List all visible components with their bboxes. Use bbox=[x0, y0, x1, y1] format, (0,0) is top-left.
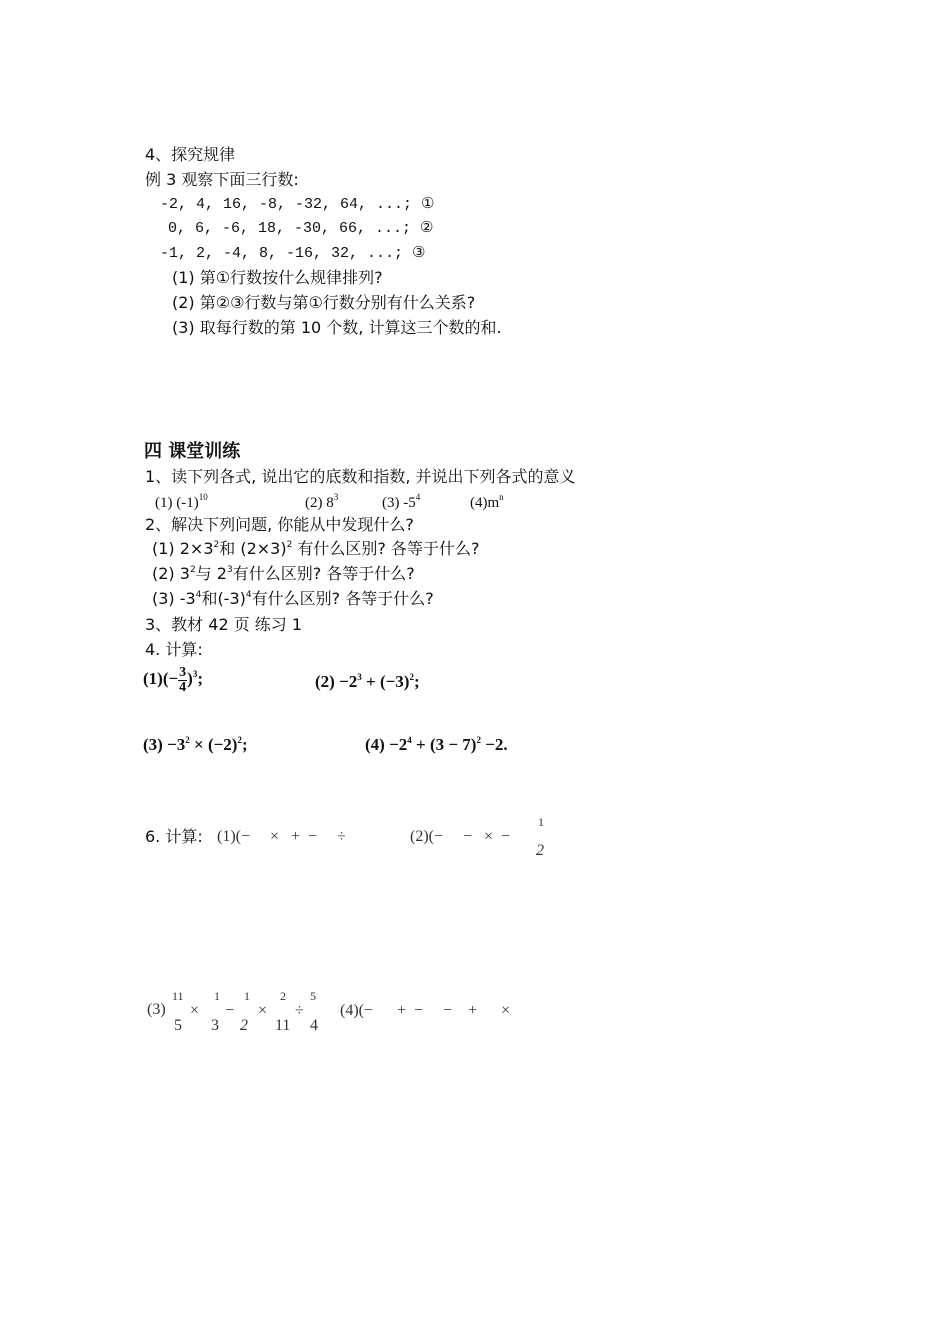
item6-expr-3-den-2: 3 bbox=[211, 1017, 219, 1034]
calc-3 bbox=[143, 735, 248, 755]
item2-q3-a-exp: 4 bbox=[195, 590, 202, 600]
item2-question-3 bbox=[152, 589, 434, 609]
question-1: (1) 第①行数按什么规律排列? bbox=[172, 268, 383, 287]
item2-q1-b: 和 (2×3) bbox=[219, 539, 287, 558]
training-item-1: 1、读下列各式, 说出它的底数和指数, 并说出下列各式的意义 bbox=[145, 467, 576, 486]
calc-1-exp: 3 bbox=[192, 669, 198, 679]
item6-expr-2: (2)(− − × − bbox=[410, 828, 511, 845]
calc-2-end: ; bbox=[413, 672, 420, 691]
item1-part-3-base: (3) -5 bbox=[382, 495, 416, 511]
calc-1-end: ; bbox=[197, 669, 204, 688]
item2-q2-a-exp: 2 bbox=[189, 565, 196, 575]
item1-part-4-exp: n bbox=[499, 492, 504, 502]
item6-expr-3-den-3: 2 bbox=[240, 1017, 248, 1034]
question-3: (3) 取每行数的第 10 个数, 计算这三个数的和. bbox=[172, 318, 502, 337]
item1-part-3 bbox=[382, 493, 420, 513]
item2-q3-a: (3) -3 bbox=[152, 589, 196, 608]
item6-expr-3-den-1: 5 bbox=[174, 1017, 182, 1034]
item1-part-4 bbox=[470, 493, 504, 513]
item2-q3-c: 有什么区别? 各等于什么? bbox=[251, 589, 434, 608]
item6-expr-3-label: (3) bbox=[147, 1001, 166, 1018]
item2-q3-b: 和(-3) bbox=[201, 589, 246, 608]
calc-1-pre: (1)(− bbox=[143, 669, 179, 688]
training-item-2: 2、解决下列问题, 你能从中发现什么? bbox=[145, 515, 414, 534]
item1-part-1-base: (1) (-1) bbox=[155, 495, 199, 511]
item6-expr-3-op-4: ÷ bbox=[295, 1002, 304, 1019]
item6-expr-3-num-4: 2 bbox=[280, 989, 286, 1003]
calc-4-exp1: 4 bbox=[407, 735, 412, 745]
fraction-3-4 bbox=[178, 666, 187, 695]
item6-expr-3-num-5: 5 bbox=[310, 989, 316, 1003]
item6-expr-3-num-3: 1 bbox=[244, 989, 250, 1003]
calc-1-post: ) bbox=[187, 669, 193, 688]
item6-expr-3-op-2: − bbox=[225, 1002, 235, 1019]
item1-part-2 bbox=[305, 493, 338, 513]
calc-2-exp1: 3 bbox=[357, 672, 362, 682]
item6-expr-3-num-1: 11 bbox=[172, 989, 184, 1003]
item6-expr-4: (4)(− + − − + × bbox=[340, 1002, 511, 1019]
calc-3-end: ; bbox=[241, 735, 248, 754]
item1-part-3-exp: 4 bbox=[415, 492, 421, 502]
calc-2-a: (2) −2 bbox=[315, 672, 358, 691]
item6-expr-2-den: 2 bbox=[536, 842, 544, 859]
item1-part-2-base: (2) 8 bbox=[305, 495, 334, 511]
item2-q1-b-exp: 2 bbox=[286, 540, 293, 550]
sequence-row-3: -1, 2, -4, 8, -16, 32, ...; ③ bbox=[160, 245, 426, 262]
item6-expr-3-op-1: × bbox=[190, 1002, 200, 1019]
item2-q2-b: 与 2 bbox=[195, 564, 227, 583]
item2-q2-b-exp: 3 bbox=[226, 565, 233, 575]
calc-2-exp2: 2 bbox=[409, 672, 414, 682]
calc-3-a: (3) −3 bbox=[143, 735, 186, 754]
calc-2 bbox=[315, 672, 420, 692]
item1-part-1-exp: 10 bbox=[198, 492, 208, 502]
example-title: 例 3 观察下面三行数: bbox=[145, 170, 299, 189]
item6-expr-3-num-2: 1 bbox=[214, 989, 220, 1003]
item6-expr-2-num: 1 bbox=[538, 815, 544, 829]
question-2: (2) 第②③行数与第①行数分别有什么关系? bbox=[172, 293, 476, 312]
fraction-num: 3 bbox=[179, 664, 187, 680]
item1-part-2-exp: 3 bbox=[333, 492, 339, 502]
calc-3-exp1: 2 bbox=[185, 735, 190, 745]
explore-heading: 4、探究规律 bbox=[145, 145, 236, 164]
item6-expr-1: (1)(− × + − ÷ bbox=[217, 828, 346, 845]
fraction-den: 4 bbox=[179, 679, 187, 695]
sequence-row-1: -2, 4, 16, -8, -32, 64, ...; ① bbox=[160, 196, 435, 213]
item6-expr-3-op-3: × bbox=[258, 1002, 268, 1019]
item2-q1-a: (1) 2×3 bbox=[152, 539, 214, 558]
training-item-3: 3、教材 42 页 练习 1 bbox=[145, 615, 303, 634]
item2-q3-b-exp: 4 bbox=[245, 590, 252, 600]
calc-1 bbox=[143, 664, 203, 695]
calc-3-exp2: 2 bbox=[237, 735, 242, 745]
calc-3-mid: × (−2) bbox=[189, 735, 238, 754]
item6-expr-3-den-4: 11 bbox=[275, 1017, 291, 1034]
item1-part-4-base: (4)m bbox=[470, 495, 500, 511]
calc-4-exp2: 2 bbox=[476, 735, 481, 745]
item2-q1-a-exp: 2 bbox=[213, 540, 220, 550]
item2-q2-c: 有什么区别? 各等于什么? bbox=[232, 564, 415, 583]
calc-4 bbox=[365, 735, 508, 755]
item2-q1-c: 有什么区别? 各等于什么? bbox=[297, 539, 480, 558]
section-title: 四 课堂训练 bbox=[144, 441, 241, 462]
calc-4-a: (4) −2 bbox=[365, 735, 408, 754]
item2-question-2 bbox=[152, 564, 415, 584]
item2-q2-a: (2) 3 bbox=[152, 564, 190, 583]
sequence-row-2: 0, 6, -6, 18, -30, 66, ...; ② bbox=[168, 220, 434, 237]
item1-part-1 bbox=[155, 493, 208, 513]
calc-4-end: −2. bbox=[480, 735, 508, 754]
calc-2-mid: + (−3) bbox=[361, 672, 410, 691]
item6-expr-3-den-5: 4 bbox=[310, 1017, 318, 1034]
calc-4-mid: + (3 − 7) bbox=[411, 735, 477, 754]
training-item-6: 6. 计算: bbox=[145, 827, 203, 846]
training-item-4: 4. 计算: bbox=[145, 640, 203, 659]
item2-question-1 bbox=[152, 539, 480, 559]
